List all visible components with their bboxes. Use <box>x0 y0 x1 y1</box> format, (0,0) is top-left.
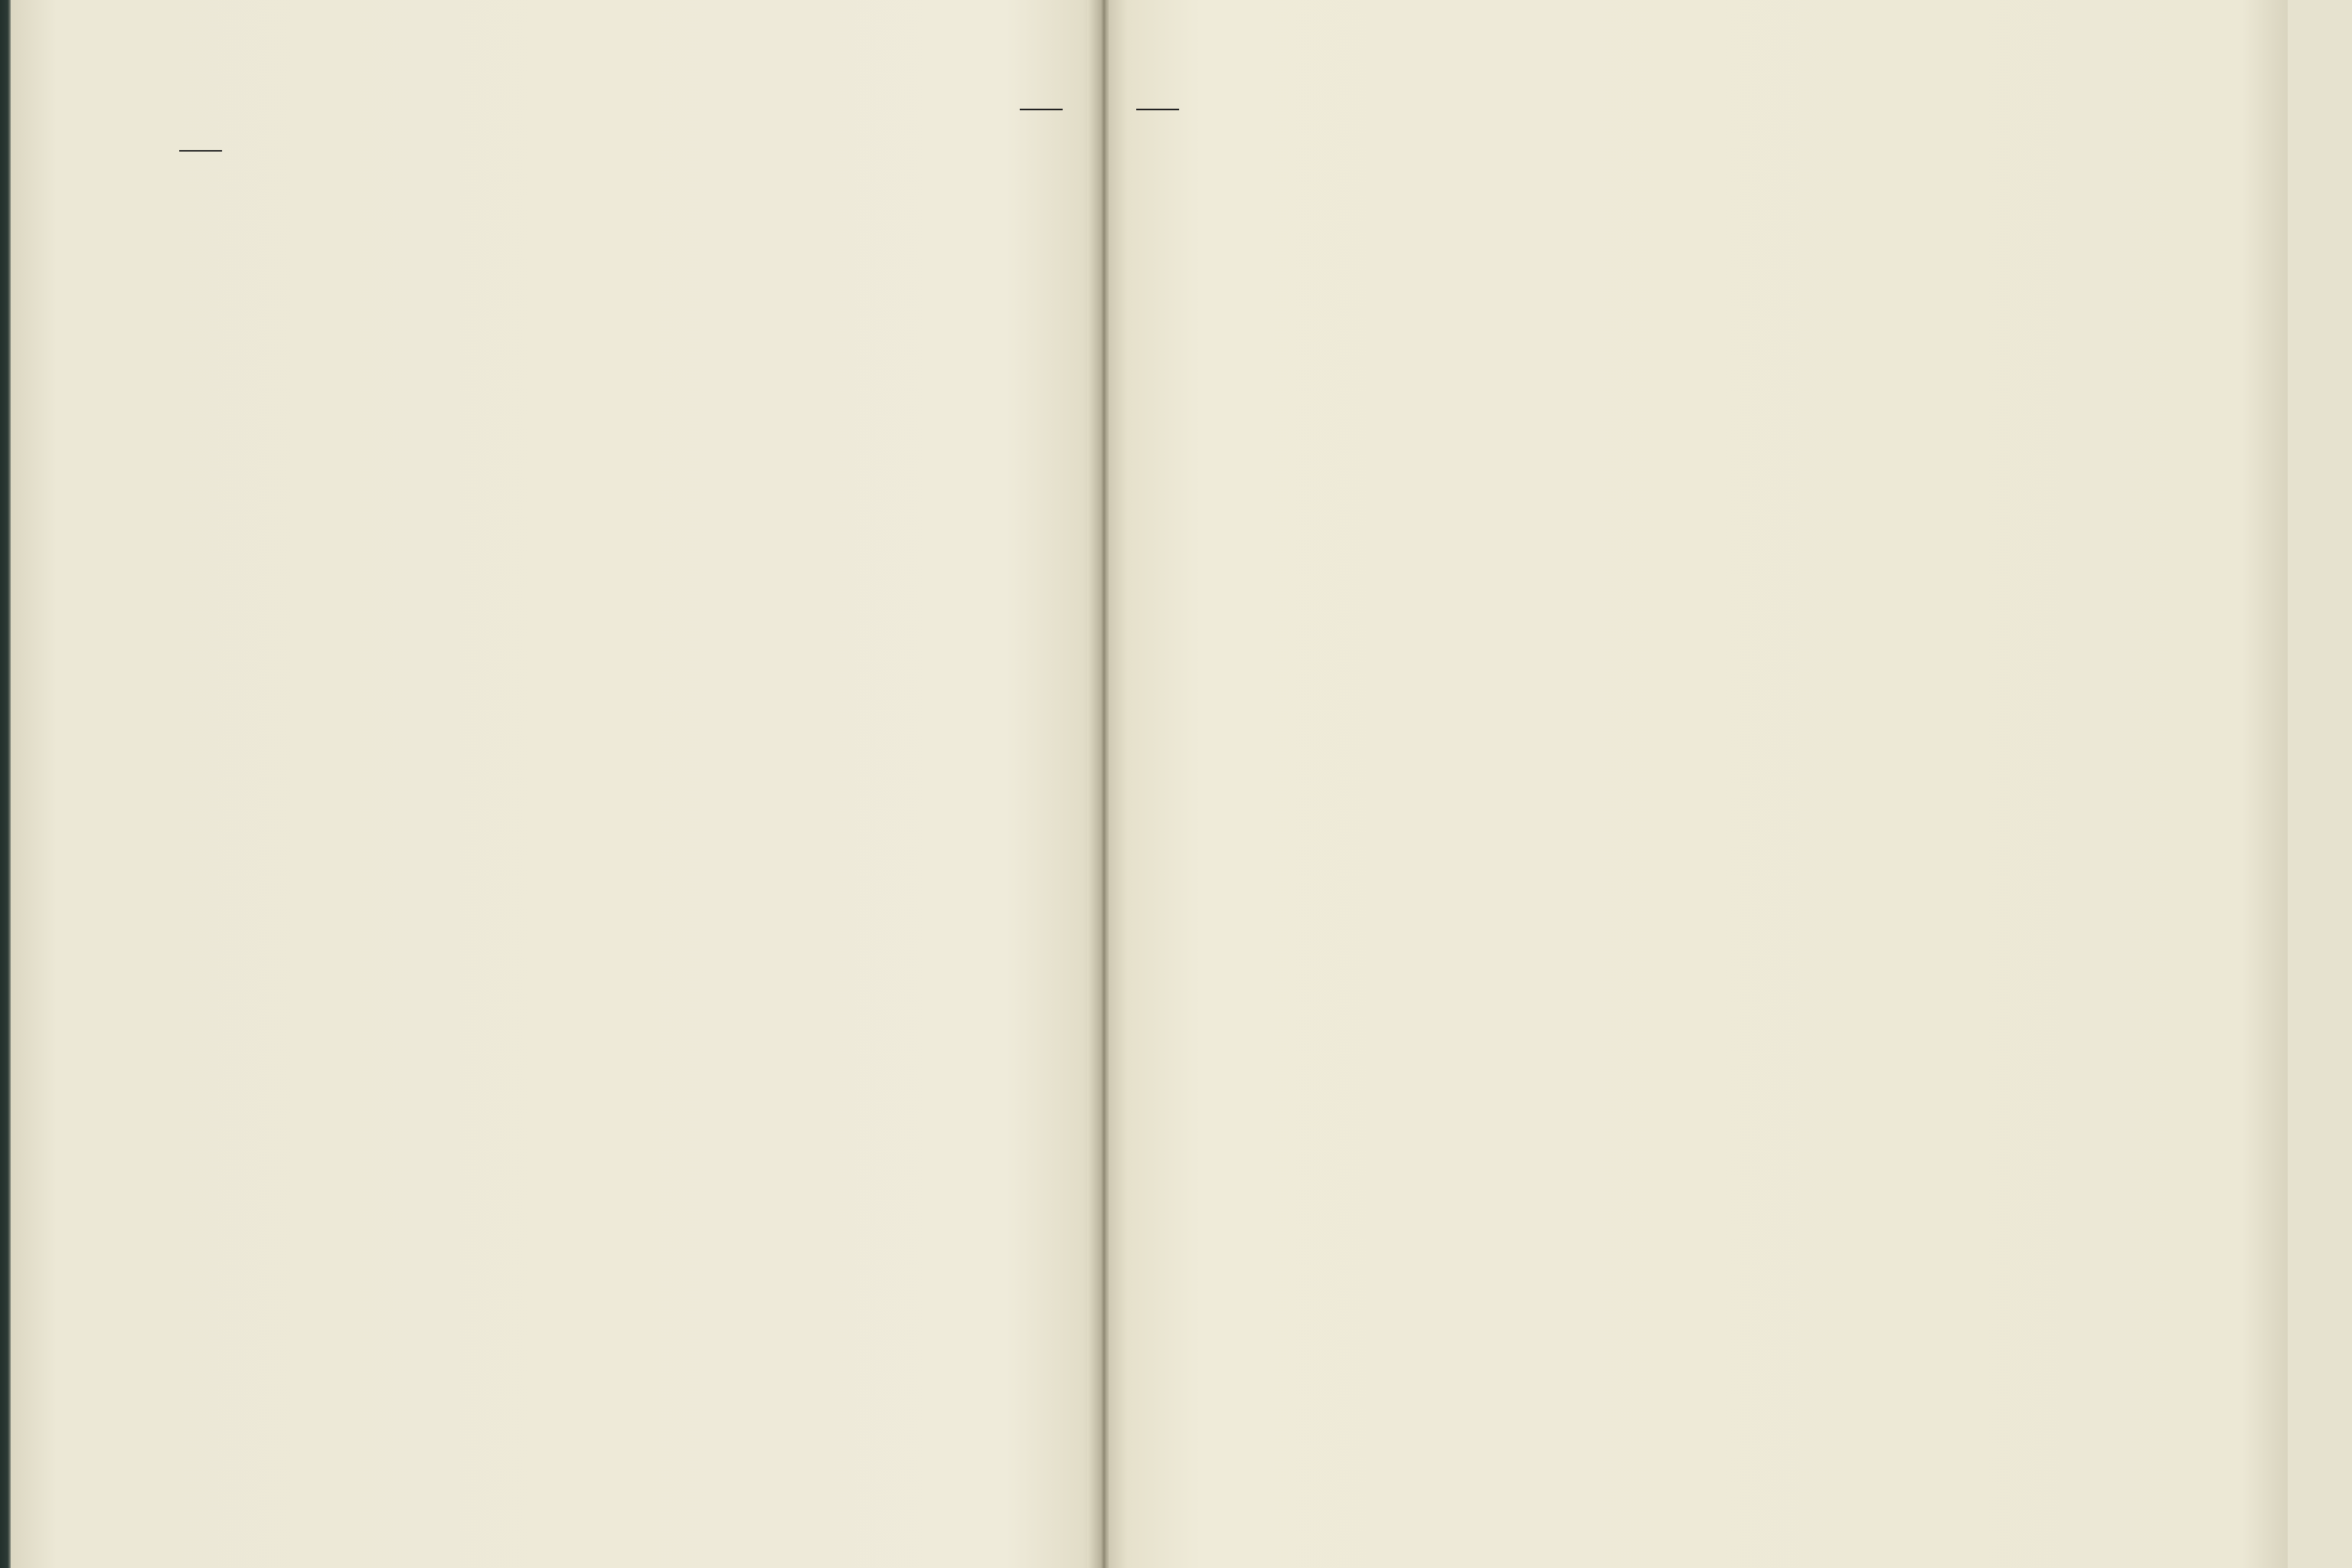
rule <box>1020 109 1063 110</box>
anno-christi-box <box>170 149 231 179</box>
anno-christi-box <box>1127 107 1188 138</box>
left-page-column-1 <box>240 129 639 1491</box>
left-page-column-2 <box>671 112 1070 1482</box>
left-page <box>11 0 1101 1568</box>
rule <box>1136 109 1179 110</box>
rule <box>179 150 222 152</box>
right-page <box>1109 0 2288 1568</box>
